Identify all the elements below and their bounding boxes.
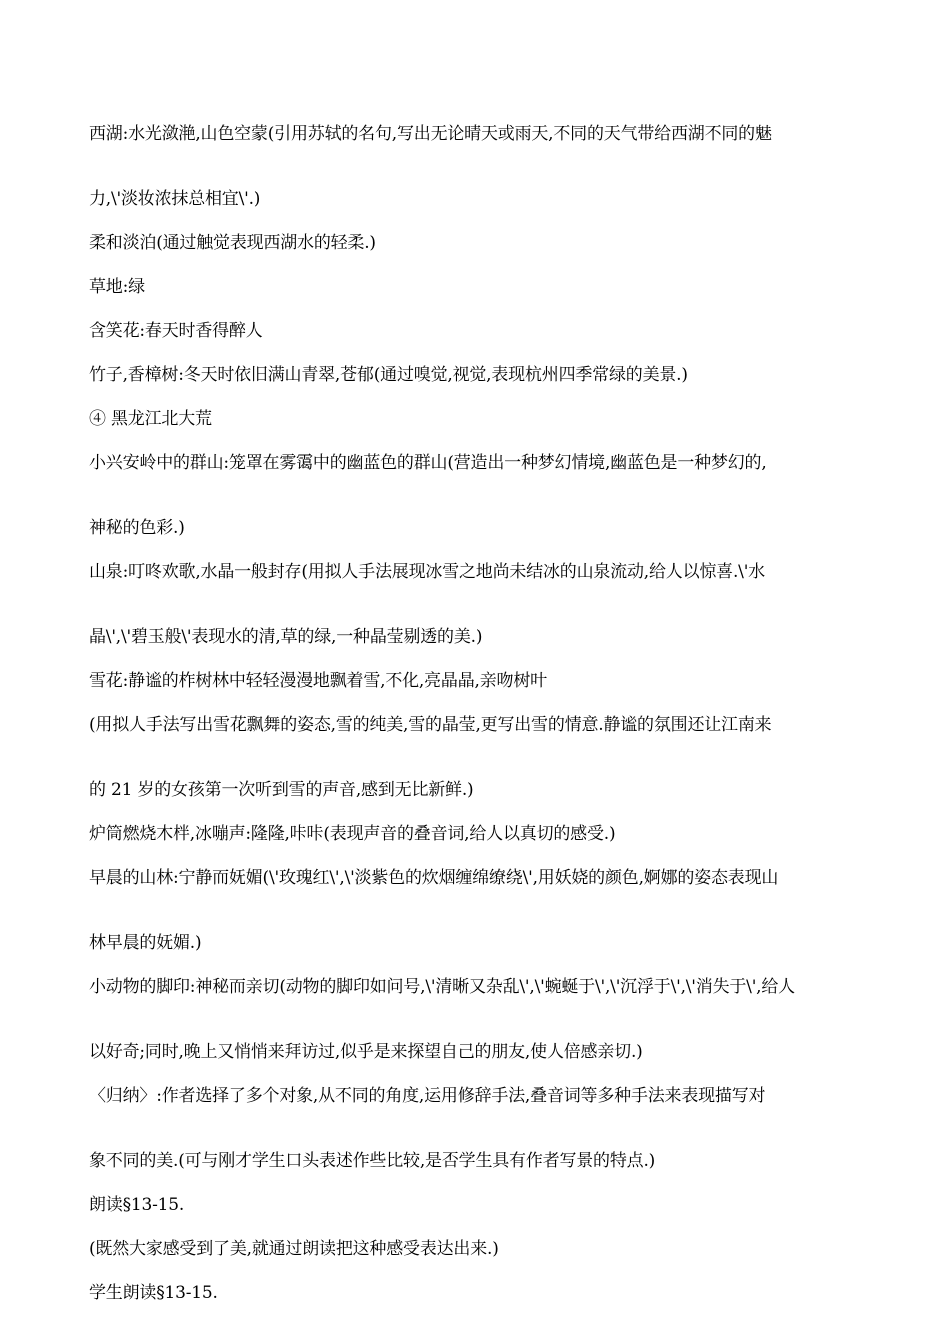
text-line: 西湖:水光潋滟,山色空蒙(引用苏轼的名句,写出无论晴天或雨天,不同的天气带给西湖不同的魅 xyxy=(89,124,772,144)
text-line: 草地:绿 xyxy=(89,277,145,297)
text-line: 早晨的山林:宁静而妩媚(\'玫瑰红\',\'淡紫色的炊烟缠绵缭绕\',用妖娆的颜色,婀娜的姿态表现山 xyxy=(89,868,779,888)
text-line: 林早晨的妩媚.) xyxy=(89,933,202,953)
text-line: 力,\'淡妆浓抹总相宜\'.) xyxy=(89,189,261,209)
text-line: 竹子,香樟树:冬天时依旧满山青翠,苍郁(通过嗅觉,视觉,表现杭州四季常绿的美景.) xyxy=(89,365,688,385)
text-line: 山泉:叮咚欢歌,水晶一般封存(用拟人手法展现冰雪之地尚未结冰的山泉流动,给人以惊喜.\'水 xyxy=(89,562,765,582)
summary-line: 〈归纳〉:作者选择了多个对象,从不同的角度,运用修辞手法,叠音词等多种手法来表现描写对 xyxy=(89,1086,766,1106)
text-line: 雪花:静谧的柞树林中轻轻漫漫地飘着雪,不化,亮晶晶,亲吻树叶 xyxy=(89,671,547,691)
text-line: 的 21 岁的女孩第一次听到雪的声音,感到无比新鲜.) xyxy=(89,780,474,800)
text-line: 柔和淡泊(通过触觉表现西湖水的轻柔.) xyxy=(89,233,376,253)
text-line: 小兴安岭中的群山:笼罩在雾霭中的幽蓝色的群山(营造出一种梦幻情境,幽蓝色是一种梦幻的, xyxy=(89,453,767,473)
document-body xyxy=(89,122,867,1305)
text-line: 炉筒燃烧木柈,冰嘣声:隆隆,咔咔(表现声音的叠音词,给人以真切的感受.) xyxy=(89,824,616,844)
text-line: 学生朗读§13-15. xyxy=(89,1283,218,1303)
text-line: 神秘的色彩.) xyxy=(89,518,185,538)
text-line: 小动物的脚印:神秘而亲切(动物的脚印如问号,\'清晰又杂乱\',\'蜿蜒于\',\'沉浮于\',\'消失于\',给人 xyxy=(89,977,795,997)
text-line: 晶\',\'碧玉般\'表现水的清,草的绿,一种晶莹剔透的美.) xyxy=(89,627,483,647)
text-line: 以好奇;同时,晚上又悄悄来拜访过,似乎是来探望自己的朋友,使人倍感亲切.) xyxy=(89,1042,643,1062)
text-line: (用拟人手法写出雪花飘舞的姿态,雪的纯美,雪的晶莹,更写出雪的情意.静谧的氛围还让江南来 xyxy=(89,715,772,735)
section-heading: ④ 黑龙江北大荒 xyxy=(89,409,212,429)
text-line: 朗读§13-15. xyxy=(89,1195,185,1215)
summary-line: 象不同的美.(可与刚才学生口头表述作些比较,是否学生具有作者写景的特点.) xyxy=(89,1151,656,1171)
text-line: (既然大家感受到了美,就通过朗读把这种感受表达出来.) xyxy=(89,1239,499,1259)
text-line: 含笑花:春天时香得醉人 xyxy=(89,321,263,341)
